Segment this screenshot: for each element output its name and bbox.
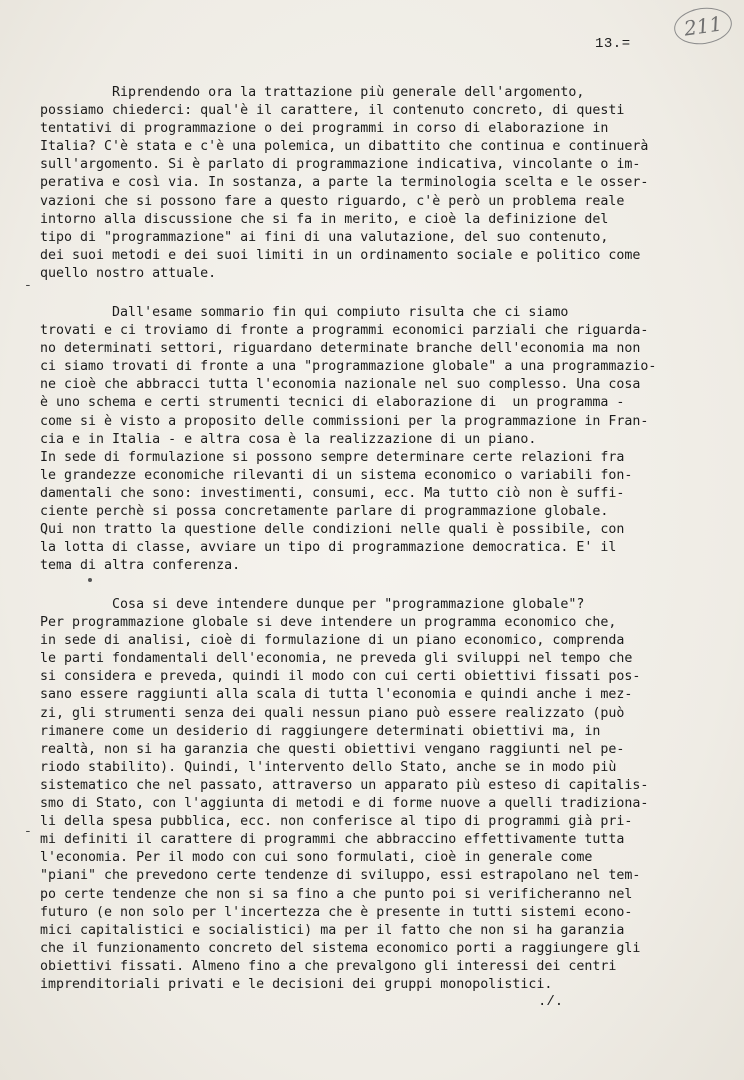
- text-line: sull'argomento. Si è parlato di programmazione indicativa, vincolante o im-: [40, 157, 641, 173]
- text-line: rimanere come un desiderio di raggiungere determinati obiettivi ma, in: [40, 723, 601, 739]
- text-line: è uno schema e certi strumenti tecnici di elaborazione di un programma -: [40, 395, 625, 411]
- continuation-mark: ./.: [538, 994, 564, 1010]
- text-line: tipo di "programmazione" ai fini di una valutazione, del suo contenuto,: [40, 229, 609, 245]
- margin-mark: -: [24, 278, 32, 293]
- text-line: ci siamo trovati di fronte a una "programmazione globale" a una programmazio-: [40, 359, 657, 375]
- text-line: riodo stabilito). Quindi, l'intervento dello Stato, anche se in modo più: [40, 759, 617, 775]
- text-line: imprenditoriali privati e le decisioni dei gruppi monopolistici.: [40, 976, 553, 992]
- text-line: l'economia. Per il modo con cui sono formulati, cioè in generale come: [40, 850, 593, 866]
- text-line: li della spesa pubblica, ecc. non conferisce al tipo di programmi già pri-: [40, 814, 633, 830]
- text-line: vazioni che si possono fare a questo riguardo, c'è però un problema reale: [40, 193, 625, 209]
- text-line: Qui non tratto la questione delle condizioni nelle quali è possibile, con: [40, 522, 625, 538]
- text-line: mici capitalistici e socialistici) ma per il fatto che non si ha garanzia: [40, 922, 625, 938]
- text-line: tentativi di programmazione o dei programmi in corso di elaborazione in: [40, 121, 609, 137]
- text-line: "piani" che prevedono certe tendenze di sviluppo, essi estrapolano nel tem-: [40, 868, 641, 884]
- text-line: che il funzionamento concreto del sistema economico porti a raggiungere gli: [40, 940, 641, 956]
- text-line: si considera e preveda, quindi il modo con cui certi obiettivi fissati pos-: [40, 669, 641, 685]
- text-line: cia e in Italia - e altra cosa è la realizzazione di un piano.: [40, 431, 537, 447]
- text-line: ne cioè che abbracci tutta l'economia nazionale nel suo complesso. Una cosa: [40, 377, 641, 393]
- paragraph-2: [40, 304, 730, 575]
- text-line: damentali che sono: investimenti, consumi, ecc. Ma tutto ciò non è suffi-: [40, 485, 625, 501]
- paragraph-3: [40, 596, 730, 994]
- text-line: Cosa si deve intendere dunque per "programmazione globale"?: [40, 597, 585, 612]
- text-line: po certe tendenze che non si sa fino a che punto poi si verificheranno nel: [40, 886, 633, 902]
- text-line: zi, gli strumenti senza dei quali nessun piano può essere realizzato (può: [40, 705, 625, 721]
- ink-dot: [88, 578, 92, 582]
- text-line: mi definiti il carattere di programmi che abbraccino effettivamente tutta: [40, 832, 625, 848]
- text-line: smo di Stato, con l'aggiunta di metodi e di forme nuove a quelli tradiziona-: [40, 796, 649, 812]
- text-line: Riprendendo ora la trattazione più generale dell'argomento,: [40, 85, 585, 100]
- text-line: futuro (e non solo per l'incertezza che è presente in tutti sistemi econo-: [40, 904, 633, 920]
- text-line: come si è visto a proposito delle commissioni per la programmazione in Fran-: [40, 413, 649, 429]
- text-line: realtà, non si ha garanzia che questi obiettivi vengano raggiunti nel pe-: [40, 741, 625, 757]
- text-line: perativa e così via. In sostanza, a parte la terminologia scelta e le osser-: [40, 175, 649, 191]
- text-line: Dall'esame sommario fin qui compiuto risulta che ci siamo: [40, 305, 569, 320]
- text-line: In sede di formulazione si possono sempre determinare certe relazioni fra: [40, 449, 625, 465]
- text-line: obiettivi fissati. Almeno fino a che prevalgono gli interessi dei centri: [40, 958, 617, 974]
- text-line: Italia? C'è stata e c'è una polemica, un dibattito che continua e continuerà: [40, 139, 649, 155]
- text-line: sistematico che nel passato, attraverso un apparato più esteso di capitalis-: [40, 777, 649, 793]
- paragraph-1: [40, 84, 730, 283]
- text-line: la lotta di classe, avviare un tipo di programmazione democratica. E' il: [40, 540, 617, 556]
- text-line: Per programmazione globale si deve intendere un programma economico che,: [40, 615, 617, 631]
- margin-mark: -: [24, 824, 32, 839]
- text-line: no determinati settori, riguardano determinate branche dell'economia ma non: [40, 341, 641, 357]
- text-line: quello nostro attuale.: [40, 265, 217, 281]
- text-line: trovati e ci troviamo di fronte a programmi economici parziali che riguarda-: [40, 323, 649, 339]
- text-line: le parti fondamentali dell'economia, ne preveda gli sviluppi nel tempo che: [40, 651, 633, 667]
- text-line: dei suoi metodi e dei suoi limiti in un ordinamento sociale e politico come: [40, 247, 641, 263]
- text-line: possiamo chiederci: qual'è il carattere, il contenuto concreto, di questi: [40, 103, 625, 119]
- text-line: tema di altra conferenza.: [40, 558, 241, 574]
- text-line: ciente perchè si possa concretamente parlare di programmazione globale.: [40, 504, 609, 520]
- text-line: in sede di analisi, cioè di formulazione di un piano economico, comprenda: [40, 633, 625, 649]
- archive-number-stamp: 211: [672, 4, 734, 48]
- text-line: sano essere raggiunti alla scala di tutta l'economia e quindi anche i mez-: [40, 687, 633, 703]
- text-line: le grandezze economiche rilevanti di un sistema economico o variabili fon-: [40, 467, 633, 483]
- text-line: intorno alla discussione che si fa in merito, e cioè la definizione del: [40, 211, 609, 227]
- page-number: 13.=: [595, 36, 631, 52]
